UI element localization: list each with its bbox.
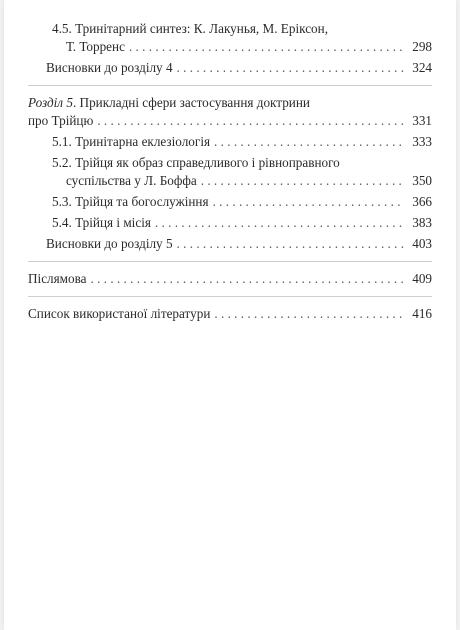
chapter-label: Розділ 5: [28, 95, 73, 110]
toc-page-number: 366: [412, 194, 432, 209]
dot-leader: [214, 305, 404, 323]
toc-entry-conclusions-4[interactable]: [28, 59, 432, 77]
toc-chapter-5[interactable]: [28, 94, 432, 130]
dot-leader: [214, 133, 404, 151]
toc-page-number: 403: [412, 236, 432, 251]
dot-leader: [129, 38, 404, 56]
toc-page-number: 383: [412, 215, 432, 230]
toc-entry-title: Висновки до розділу 4: [46, 60, 173, 75]
toc-entry-title: Післямова: [28, 271, 87, 286]
toc-page-number: 416: [412, 306, 432, 321]
toc-entry-title: Список використаної літератури: [28, 306, 211, 321]
dot-leader: [97, 112, 404, 130]
dot-leader: [201, 172, 404, 190]
toc-entry-conclusions-5[interactable]: [28, 235, 432, 253]
toc-entry-title: 5.1. Тринітарна еклезіологія: [52, 134, 211, 149]
toc-entry-4-5[interactable]: [28, 20, 432, 56]
toc-entry-5-3[interactable]: [28, 193, 432, 211]
table-of-contents: [28, 20, 432, 323]
toc-entry-5-4[interactable]: [28, 214, 432, 232]
document-page: [4, 0, 456, 630]
toc-entry-title-line1: 4.5. Тринітарний синтез: К. Лакунья, М. Еріксон,: [52, 21, 329, 36]
toc-page-number: 350: [412, 173, 432, 188]
toc-entry-title-line2: суспільства у Л. Боффа: [66, 173, 197, 188]
toc-page-number: 298: [412, 39, 432, 54]
toc-page-number: 409: [412, 271, 432, 286]
toc-entry-title-line1: 5.2. Трійця як образ справедливого і рівноправного: [52, 155, 340, 170]
dot-leader: [177, 235, 404, 253]
toc-page-number: 333: [412, 134, 432, 149]
dot-leader: [177, 59, 404, 77]
dot-leader: [155, 214, 404, 232]
toc-page-number: 331: [412, 113, 432, 128]
dot-leader: [91, 270, 404, 288]
toc-entry-title-line2: Т. Торренс: [66, 39, 125, 54]
dot-leader: [213, 193, 404, 211]
toc-entry-title: 5.3. Трійця та богослужіння: [52, 194, 209, 209]
toc-entry-bibliography[interactable]: [28, 305, 432, 323]
toc-entry-title: 5.4. Трійця і місія: [52, 215, 151, 230]
toc-entry-afterword[interactable]: [28, 270, 432, 288]
toc-entry-5-1[interactable]: [28, 133, 432, 151]
toc-entry-title: Висновки до розділу 5: [46, 236, 173, 251]
toc-page-number: 324: [412, 60, 432, 75]
toc-entry-5-2[interactable]: [28, 154, 432, 190]
chapter-title-line2: про Трійцю: [28, 113, 94, 128]
chapter-title: . Прикладні сфери застосування доктрини: [72, 95, 310, 110]
